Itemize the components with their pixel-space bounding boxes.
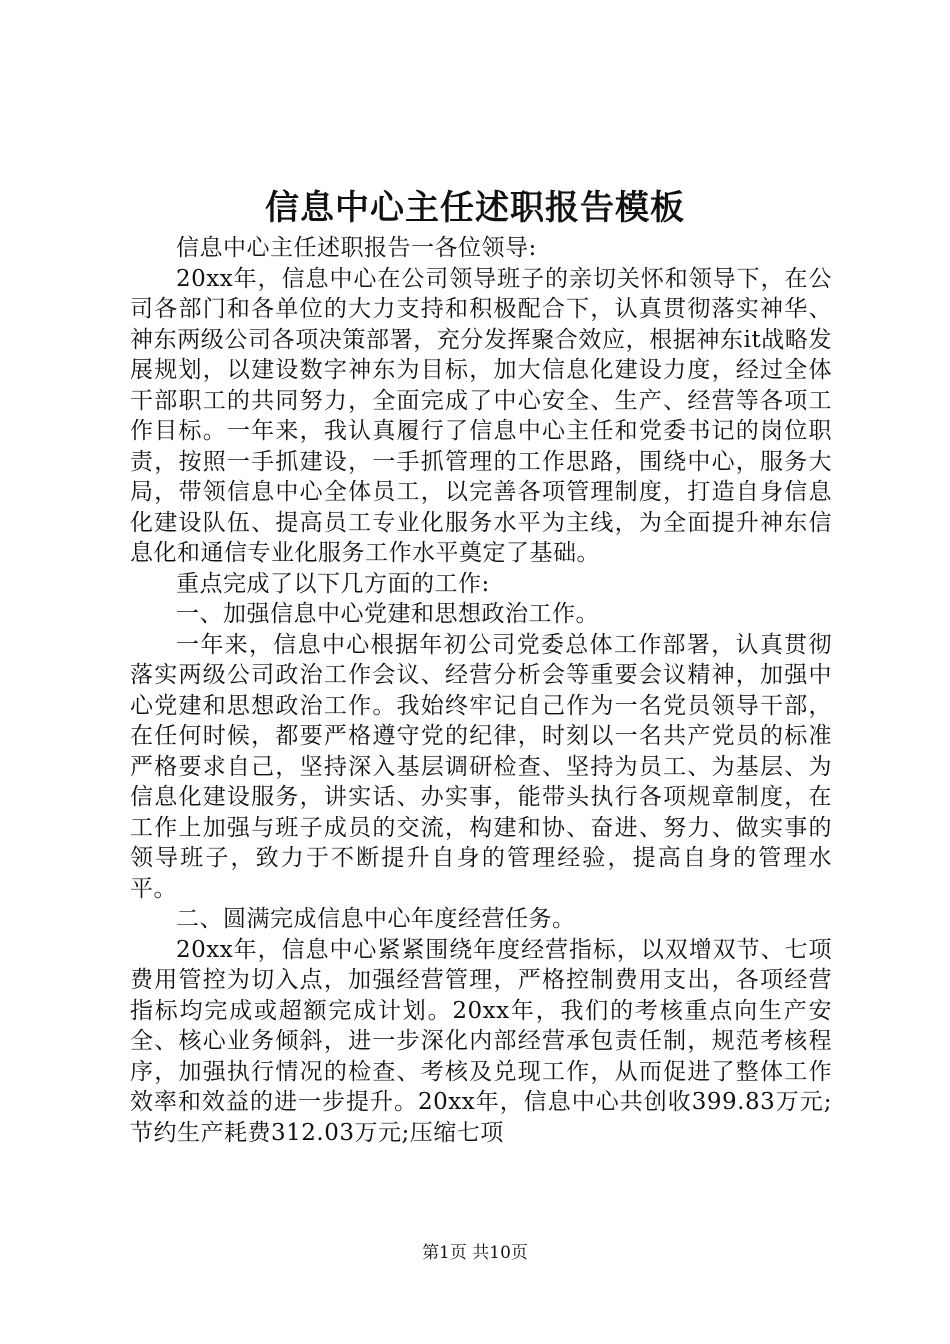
document-title: 信息中心主任述职报告模板 [265, 188, 685, 228]
paragraph-intro: 20xx年，信息中心在公司领导班子的亲切关怀和领导下，在公司各部门和各单位的大力支持和积极配合下，认真贯彻落实神华、神东两级公司各项决策部署，充分发挥聚合效应，根据神东it战略发展规划，以建设数字神东为目标，加大信息化建设力度，经过全体干部职工的共同努力，全面完成了中心安全、生产、经营等各项工作目标。一年来，我认真履行了信息中心主任和党委书记的岗位职责，按照一手抓建设，一手抓管理的工作思路，围绕中心，服务大局，带领信息中心全体员工，以完善各项管理制度，打造自身信息化建设队伍、提高员工专业化服务水平为主线，为全面提升神东信息化和通信专业化服务工作水平奠定了基础。 [130, 265, 832, 566]
section-heading-1: 一、加强信息中心党建和思想政治工作。 [176, 601, 599, 627]
section-heading-2: 二、圆满完成信息中心年度经营任务。 [176, 906, 576, 932]
document-body [130, 233, 832, 1148]
paragraph-greeting: 信息中心主任述职报告一各位领导: [176, 235, 537, 261]
page-footer: 第1页 共10页 [422, 1243, 528, 1263]
paragraph-summary-heading: 重点完成了以下几方面的工作: [176, 570, 490, 597]
paragraph-section-1: 一年来，信息中心根据年初公司党委总体工作部署，认真贯彻落实两级公司政治工作会议、经营分析会等重要会议精神，加强中心党建和思想政治工作。我始终牢记自己作为一名党员领导干部，在任何时候，都要严格遵守党的纪律，时刻以一名共产党员的标准严格要求自己，坚持深入基层调研检查、坚持为员工、为基层、为信息化建设服务，讲实话、办实事，能带头执行各项规章制度，在工作上加强与班子成员的交流，构建和协、奋进、努力、做实事的领导班子，致力于不断提升自身的管理经验，提高自身的管理水平。 [130, 631, 832, 902]
paragraph-section-2: 20xx年，信息中心紧紧围绕年度经营指标，以双增双节、七项费用管控为切入点，加强经营管理，严格控制费用支出，各项经营指标均完成或超额完成计划。20xx年，我们的考核重点向生产安全、核心业务倾斜，进一步深化内部经营承包责任制，规范考核程序，加强执行情况的检查、考核及兑现工作，从而促进了整体工作效率和效益的进一步提升。20xx年，信息中心共创收399.83万元;节约生产耗费312.03万元;压缩七项 [130, 936, 832, 1146]
